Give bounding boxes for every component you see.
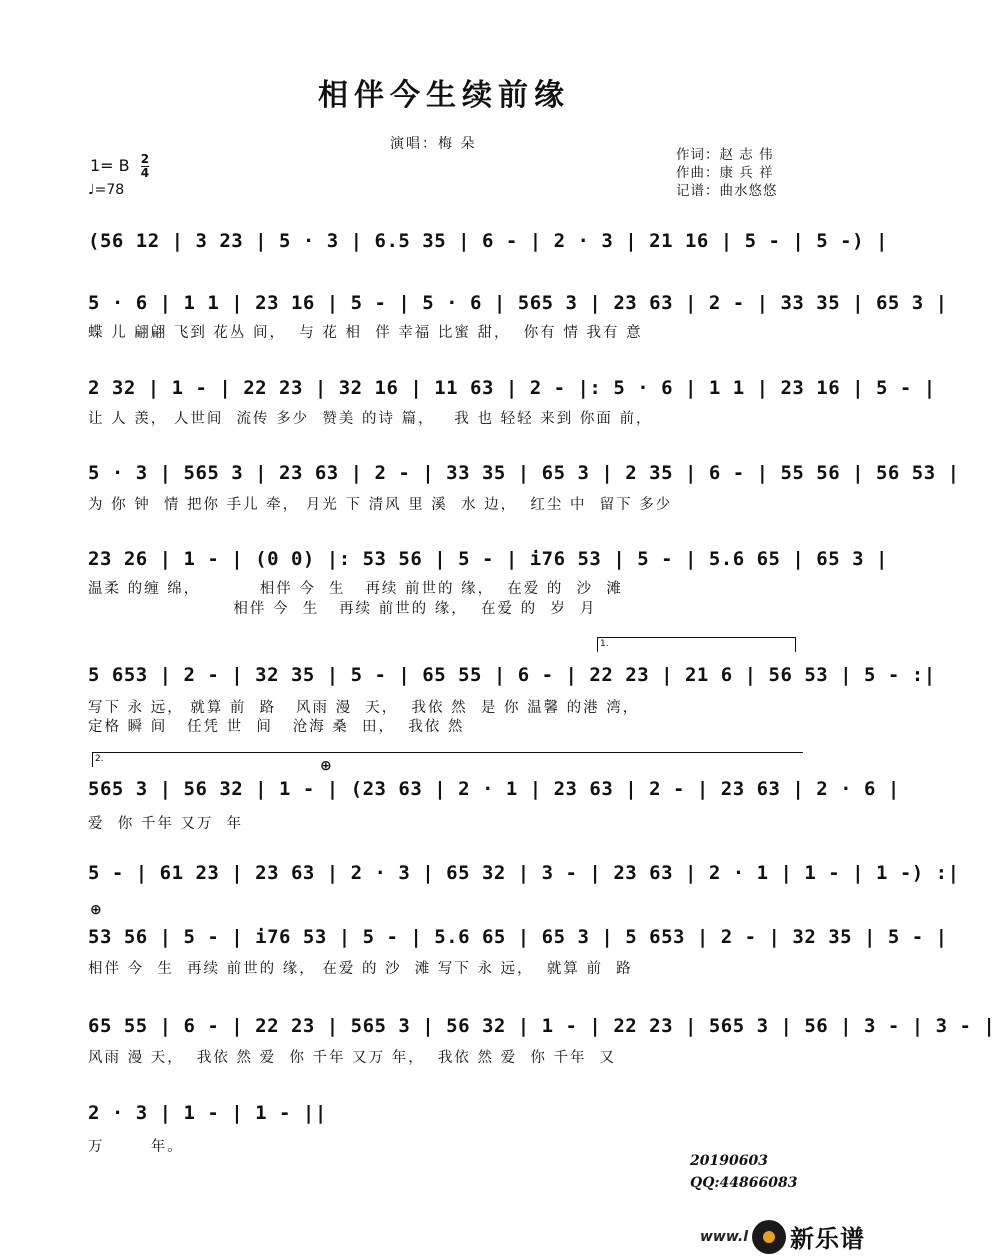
score-line-5-lyrics-verse-2: 相伴 今 生 再续 前世的 缘， 在爱 的 岁 月 <box>88 601 597 617</box>
transcriber-credit: 记谱：曲水悠悠 <box>676 183 778 199</box>
score-line-3-lyrics: 让 人 羡， 人世间 流传 多少 赞美 的诗 篇， 我 也 轻轻 来到 你面 前， <box>88 411 653 427</box>
score-line-9-lyrics: 相伴 今 生 再续 前世的 缘， 在爱 的 沙 滩 写下 永 远， 就算 前 路 <box>88 961 633 977</box>
score-line-11-notes: 2 · 3 | 1 - | 1 - || <box>88 1102 327 1124</box>
score-line-11-lyrics: 万 年。 <box>88 1139 184 1155</box>
composer-credit: 作曲：康 兵 祥 <box>676 165 774 181</box>
score-line-6-notes: 5 653 | 2 - | 32 35 | 5 - | 65 55 | 6 - | 22 23 | 21 6 | 56 53 | 5 - :| <box>88 664 936 686</box>
coda-sign-return: ⊕ <box>90 902 102 918</box>
score-line-4-notes: 5 · 3 | 565 3 | 23 63 | 2 - | 33 35 | 65 3 | 2 35 | 6 - | 55 56 | 56 53 | <box>88 462 960 484</box>
time-bottom: 4 <box>140 166 150 180</box>
time-top: 2 <box>140 152 150 166</box>
coda-sign: ⊕ <box>320 758 332 774</box>
score-line-7-notes: 565 3 | 56 32 | 1 - | (23 63 | 2 · 1 | 23 63 | 2 - | 23 63 | 2 · 6 | <box>88 778 900 800</box>
tempo-marking: ♩=78 <box>88 182 125 198</box>
volta-second-ending: 2. <box>92 752 803 767</box>
score-line-10-notes: 65 55 | 6 - | 22 23 | 565 3 | 56 32 | 1 - | 22 23 | 565 3 | 56 | 3 - | 3 - | <box>88 1015 995 1037</box>
score-line-5-notes: 23 26 | 1 - | (0 0) |: 53 56 | 5 - | i76 53 | 5 - | 5.6 65 | 65 3 | <box>88 548 888 570</box>
score-line-7-lyrics: 爱 你 千年 又万 年 <box>88 816 244 832</box>
score-line-10-lyrics: 风雨 漫 天， 我依 然 爱 你 千年 又万 年， 我依 然 爱 你 千年 又 <box>88 1050 617 1066</box>
singer-credit: 演唱：梅 朵 <box>390 136 477 152</box>
signature-date: 20190603 <box>690 1153 768 1169</box>
score-line-1-notes: (56 12 | 3 23 | 5 · 3 | 6.5 35 | 6 - | 2 · 3 | 21 16 | 5 - | 5 -) | <box>88 230 888 252</box>
score-line-9-notes: 53 56 | 5 - | i76 53 | 5 - | 5.6 65 | 65 3 | 5 653 | 2 - | 32 35 | 5 - | <box>88 926 948 948</box>
score-line-3-notes: 2 32 | 1 - | 22 23 | 32 16 | 11 63 | 2 - |: 5 · 6 | 1 1 | 23 16 | 5 - | <box>88 377 936 399</box>
score-line-8-notes: 5 - | 61 23 | 23 63 | 2 · 3 | 65 32 | 3 - | 23 63 | 2 · 1 | 1 - | 1 -) :| <box>88 862 960 884</box>
page-title: 相伴今生续前缘 <box>318 78 570 113</box>
key-signature <box>90 153 149 180</box>
time-signature <box>141 153 149 180</box>
transcriber-signature <box>690 1150 798 1194</box>
volta-first-ending: 1. <box>597 637 796 652</box>
score-line-5-lyrics-verse-1: 温柔 的缠 绵， 相伴 今 生 再续 前世的 缘， 在爱 的 沙 滩 <box>88 581 623 597</box>
key-label: 1= B <box>90 156 130 175</box>
lyricist-credit: 作词：赵 志 伟 <box>676 147 774 163</box>
credits-block <box>676 146 778 200</box>
score-line-2-notes: 5 · 6 | 1 1 | 23 16 | 5 - | 5 · 6 | 565 3 | 23 63 | 2 - | 33 35 | 65 3 | <box>88 292 948 314</box>
site-watermark <box>700 1216 888 1257</box>
watermark-url: www.l <box>700 1228 749 1245</box>
score-line-4-lyrics: 为 你 钟 情 把你 手儿 牵， 月光 下 清风 里 溪 水 边， 红尘 中 留下 多少 <box>88 497 673 513</box>
score-line-2-lyrics: 蝶 儿 翩翩 飞到 花丛 间， 与 花 相 伴 幸福 比蜜 甜， 你有 情 我有 意 <box>88 325 643 341</box>
score-line-6-lyrics-verse-2: 定格 瞬 间 任凭 世 间 沧海 桑 田， 我依 然 <box>88 719 465 735</box>
record-disc-icon <box>752 1220 786 1254</box>
watermark-brand: 新乐谱 <box>790 1225 866 1253</box>
score-line-6-lyrics-verse-1: 写下 永 远， 就算 前 路 风雨 漫 天， 我依 然 是 你 温馨 的港 湾， <box>88 700 640 716</box>
signature-qq: QQ:44866083 <box>690 1175 798 1191</box>
